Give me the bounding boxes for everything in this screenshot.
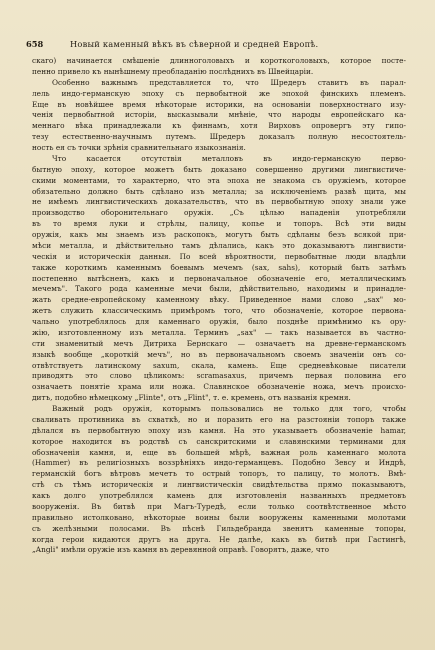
text-line: правильно истолковано, нѣкоторые воины были вооружены каменными молотами bbox=[32, 512, 406, 522]
text-line: производство оборонительнаго оружія. „Съ цѣлью нападенія употребляли bbox=[32, 208, 406, 218]
text-line: дитъ, подобно нѣмецкому „Flinte", отъ „Flint", т. е. кремень, отъ названія кремня. bbox=[32, 393, 351, 403]
text-line: въ то время луки и стрѣлы, палицу, копье и топоръ. Всѣ эти виды bbox=[32, 219, 406, 229]
text-line: жетъ служить классическимъ примѣромъ того, что обозначеніе, которое первона- bbox=[32, 306, 406, 316]
text-line: тезу естественно-научнымъ путемъ. Шредеръ доказалъ полную несостоятель- bbox=[32, 132, 406, 142]
text-line: когда герои кидаются другъ на друга. Не далѣе, какъ въ битвѣ при Гастингѣ, bbox=[32, 534, 406, 544]
text-line: дѣлался въ первобытную эпоху изъ камня. На это указываетъ обозначеніе hamar, bbox=[32, 425, 406, 435]
text-line: сти знаменитый мечъ Дитриха Бернскаго — означаетъ на древне-германскомъ bbox=[32, 338, 406, 348]
text-line: отвѣтствуетъ латинскому saxum, скала, камень. Еще средневѣковые писатели bbox=[32, 360, 406, 370]
text-line: „Angli" имѣли оружіе изъ камня въ деревянной оправѣ. Говорятъ, даже, что bbox=[32, 545, 330, 555]
text-line: мечемъ". Такого рода каменные мечи были, дѣйствительно, находимы и принадле- bbox=[32, 284, 406, 294]
text-line: которое находится въ родствѣ съ санскритскими и славянскими терминами для bbox=[32, 436, 406, 446]
text-line: стѣ съ тѣмъ историческія и лингвистическія свидѣтельства прямо показываютъ, bbox=[32, 480, 406, 490]
text-line: бытную эпоху, которое можетъ быть доказано совершенно другими лингвистиче- bbox=[32, 164, 406, 174]
text-body bbox=[32, 56, 406, 556]
text-line: меннаго вѣка принадлежали къ финнамъ, хотя Вирховъ опровергъ эту гипо- bbox=[32, 121, 406, 131]
text-line: не имѣемъ лингвистическихъ доказательствъ, что въ первобытную эпоху знали уже bbox=[32, 197, 406, 207]
text-line: ность ея съ точки зрѣнія сравнительнаго языкознанія. bbox=[32, 143, 246, 152]
text-line: ческія и историческія данныя. По всей вѣроятности, первобытные люди владѣли bbox=[32, 251, 406, 261]
page-header bbox=[26, 38, 410, 52]
text-line: пенно привело къ нынѣшнему преобладанію послѣднихъ въ Швейцаріи. bbox=[32, 66, 314, 76]
text-line: жію, изготовленному изъ металла. Терминъ „sax" — такъ называется въ частно- bbox=[32, 327, 406, 337]
text-line: ченія первобытной исторіи, высказывали мнѣніе, что народы европейскаго ка- bbox=[32, 110, 406, 120]
running-title: Новый каменный вѣкъ въ сѣверной и средней Европѣ. bbox=[70, 39, 319, 49]
text-line: скими моментами, то характерно, что эта эпоха не знакома съ оружіемъ, которое bbox=[32, 175, 406, 185]
text-line: (Hammer) въ религіозныхъ воззрѣніяхъ индо-германцевъ. Подобно Зевсу и Индрѣ, bbox=[32, 458, 406, 468]
text-line: Важный родъ оружія, которымъ пользовались не только для того, чтобы bbox=[52, 404, 406, 413]
text-line: вооруженія. Въ битвѣ при Магъ-Туредѣ, если только соотвѣтственное мѣсто bbox=[32, 501, 406, 511]
text-line: мѣси металла, и дѣйствительно тамъ дѣлались, какъ это доказываютъ лингвисти- bbox=[32, 240, 406, 250]
text-line: скаго) начинается смѣшеніе длинноголовыхъ и короткоголовыхъ, которое посте- bbox=[32, 56, 406, 65]
text-line: лель индо-германскую эпоху съ первобытной же эпохой финскихъ племенъ. bbox=[32, 88, 406, 98]
text-line: оружія, какъ мы знаемъ изъ раскопокъ, могутъ быть сдѣланы безъ всякой при- bbox=[32, 230, 406, 239]
text-line: съ желѣзными полосами. Въ пѣснѣ Гильдебранда звенятъ каменные топоры, bbox=[32, 523, 406, 533]
text-line: жать средне-европейскому каменному вѣку. Приведенное нами слово „sax" мо- bbox=[32, 295, 406, 305]
text-line: обозначенія камня, и, еще въ большей мѣрѣ, важная роль каменнаго молота bbox=[32, 447, 406, 457]
text-line: сваливать противника въ схваткѣ, но и поразить его на разстояніи топоръ также bbox=[32, 414, 406, 424]
text-line: обязательно должно быть сдѣлано изъ металла; за исключеніемъ развѣ щита, мы bbox=[32, 186, 406, 196]
text-line: какъ долго употреблялся камень для изготовленія названныхъ предметовъ bbox=[32, 491, 406, 500]
text-line: означаетъ понятіе храма или ножа. Славянское обозначеніе ножа, мечъ происхо- bbox=[32, 382, 406, 392]
text-line: Особенно важнымъ представляется то, что Шредеръ ставитъ въ парал- bbox=[52, 77, 406, 87]
text-line: германскій богъ вѣтровъ мечетъ то острый топоръ, то палицу, то молотъ. Вмѣ- bbox=[32, 469, 406, 479]
text-line: Еще въ новѣйшее время нѣкоторые историки, на основаніи поверхностнаго изу- bbox=[32, 99, 406, 109]
page-number: 658 bbox=[26, 39, 44, 49]
text-line: постепенно вытѣсненъ, какъ и первоначальное обозначеніе его, металлическимъ bbox=[32, 273, 406, 283]
text-line: также короткимъ каменнымъ боевымъ мечемъ (sax, sahs), который быть затѣмъ bbox=[32, 262, 406, 272]
text-line: приводятъ это слово цѣликомъ: scramasaxus, причемъ первая половина его bbox=[32, 371, 406, 381]
text-line: чально употреблялось для каменнаго оружія, было позднѣе примѣнимо къ ору- bbox=[32, 317, 406, 326]
text-line: языкѣ вообще „короткій мечъ", но въ первоначальномъ своемъ значеніи онъ со- bbox=[32, 349, 406, 359]
text-line: Что касается отсутствія металловъ въ индо-германскую перво- bbox=[52, 153, 406, 163]
